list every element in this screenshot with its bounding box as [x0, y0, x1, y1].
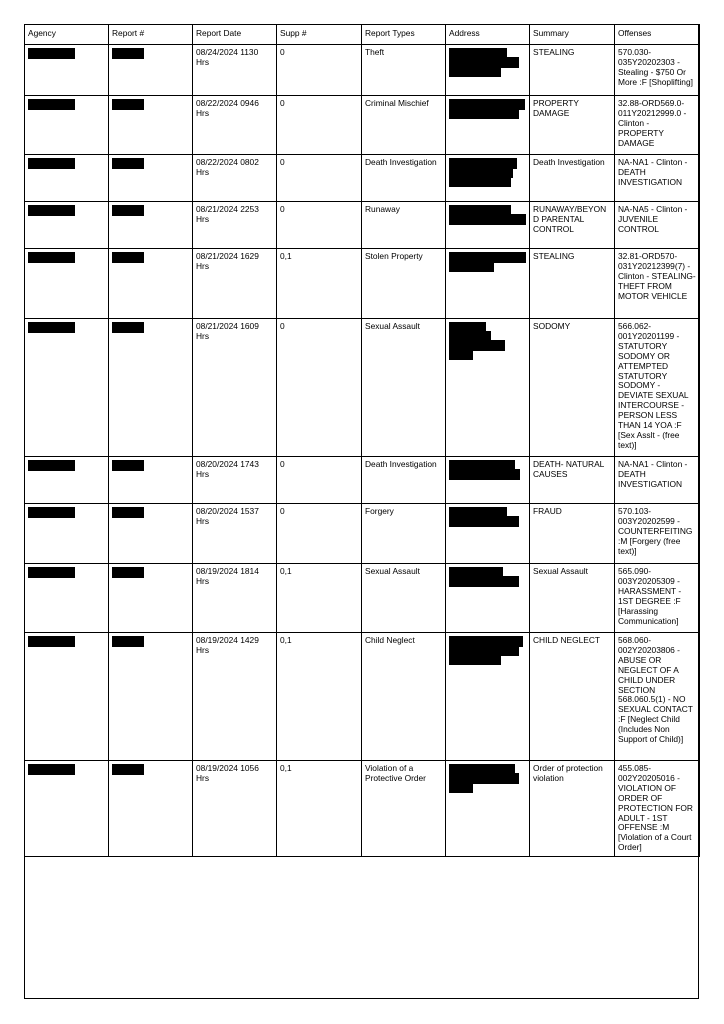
agency-cell: [25, 761, 109, 857]
summary-cell: SODOMY: [530, 319, 615, 457]
address-cell: [446, 761, 530, 857]
summary-cell: Order of protection violation: [530, 761, 615, 857]
table-row: [25, 202, 700, 249]
address-cell: [446, 633, 530, 761]
report-number-cell: [109, 155, 193, 202]
report-date-cell: 08/22/2024 0802 Hrs: [193, 155, 277, 202]
redaction-bar: [28, 460, 75, 471]
header-row: [25, 25, 700, 45]
offenses-cell: 570.030-035Y20202303 - Stealing - $750 Or More :F [Shoplifting]: [615, 45, 700, 96]
report-date-cell: 08/21/2024 1629 Hrs: [193, 249, 277, 319]
table-row: [25, 564, 700, 633]
report-type-cell: Forgery: [362, 504, 446, 564]
offenses-cell: 568.060-002Y20203806 - ABUSE OR NEGLECT OF A CHILD UNDER SECTION 568.060.5(1) - NO SEXUAL CONTACT :F [Neglect Child (Includes Non Support of Child)]: [615, 633, 700, 761]
redaction-bar: [28, 99, 75, 110]
supp-number-cell: 0: [277, 504, 362, 564]
report-number-cell: [109, 319, 193, 457]
report-number-cell: [109, 202, 193, 249]
report-date-cell: 08/20/2024 1537 Hrs: [193, 504, 277, 564]
summary-cell: PROPERTY DAMAGE: [530, 96, 615, 155]
address-cell: [446, 202, 530, 249]
agency-cell: [25, 202, 109, 249]
report-date-cell: 08/22/2024 0946 Hrs: [193, 96, 277, 155]
header-offenses: Offenses: [615, 25, 700, 45]
summary-cell: Sexual Assault: [530, 564, 615, 633]
supp-number-cell: 0,1: [277, 761, 362, 857]
supp-number-cell: 0,1: [277, 633, 362, 761]
header-report-date: Report Date: [193, 25, 277, 45]
summary-cell: FRAUD: [530, 504, 615, 564]
report-number-cell: [109, 96, 193, 155]
address-cell: [446, 319, 530, 457]
report-date-cell: 08/19/2024 1056 Hrs: [193, 761, 277, 857]
table-row: [25, 249, 700, 319]
redaction-bar: [112, 158, 144, 169]
redaction-bar: [449, 654, 501, 665]
redaction-bar: [28, 205, 75, 216]
agency-cell: [25, 96, 109, 155]
summary-cell: CHILD NEGLECT: [530, 633, 615, 761]
report-number-cell: [109, 45, 193, 96]
supp-number-cell: 0,1: [277, 249, 362, 319]
agency-cell: [25, 45, 109, 96]
offenses-cell: NA-NA1 - Clinton - DEATH INVESTIGATION: [615, 457, 700, 504]
supp-number-cell: 0: [277, 202, 362, 249]
header-agency: Agency: [25, 25, 109, 45]
table-row: [25, 96, 700, 155]
report-type-cell: Sexual Assault: [362, 319, 446, 457]
agency-cell: [25, 504, 109, 564]
supp-number-cell: 0,1: [277, 564, 362, 633]
redaction-bar: [28, 567, 75, 578]
table-row: [25, 504, 700, 564]
report-type-cell: Death Investigation: [362, 457, 446, 504]
report-type-cell: Sexual Assault: [362, 564, 446, 633]
redaction-bar: [449, 261, 494, 272]
offenses-cell: 566.062-001Y20201199 - STATUTORY SODOMY OR ATTEMPTED STATUTORY SODOMY - DEVIATE SEXUAL INTERCOURSE - PERSON LESS THAN 14 YOA :F [Sex Asslt - (free text)]: [615, 319, 700, 457]
report-date-cell: 08/21/2024 1609 Hrs: [193, 319, 277, 457]
address-cell: [446, 504, 530, 564]
redaction-bar: [449, 782, 473, 793]
redaction-bar: [28, 764, 75, 775]
redaction-bar: [449, 176, 511, 187]
report-type-cell: Stolen Property: [362, 249, 446, 319]
redaction-bar: [28, 158, 75, 169]
header-report-number: Report #: [109, 25, 193, 45]
report-type-cell: Child Neglect: [362, 633, 446, 761]
supp-number-cell: 0: [277, 319, 362, 457]
redaction-bar: [28, 322, 75, 333]
redaction-bar: [28, 636, 75, 647]
summary-cell: STEALING: [530, 45, 615, 96]
table-row: [25, 761, 700, 857]
redaction-bar: [28, 507, 75, 518]
header-supp-number: Supp #: [277, 25, 362, 45]
table-row: [25, 633, 700, 761]
redaction-bar: [449, 516, 519, 527]
report-type-cell: Runaway: [362, 202, 446, 249]
report-date-cell: 08/20/2024 1743 Hrs: [193, 457, 277, 504]
redaction-bar: [449, 66, 501, 77]
redaction-bar: [28, 252, 75, 263]
report-date-cell: 08/19/2024 1429 Hrs: [193, 633, 277, 761]
address-cell: [446, 45, 530, 96]
summary-cell: STEALING: [530, 249, 615, 319]
supp-number-cell: 0: [277, 45, 362, 96]
summary-cell: RUNAWAY/BEYOND PARENTAL CONTROL: [530, 202, 615, 249]
offenses-cell: 32.81-ORD570-031Y20212399(7) - Clinton - STEALING-THEFT FROM MOTOR VEHICLE: [615, 249, 700, 319]
table-row: [25, 319, 700, 457]
report-date-cell: 08/24/2024 1130 Hrs: [193, 45, 277, 96]
incident-report-table: [24, 24, 700, 857]
agency-cell: [25, 319, 109, 457]
redaction-bar: [112, 460, 144, 471]
redaction-bar: [449, 576, 519, 587]
agency-cell: [25, 249, 109, 319]
offenses-cell: 565.090-003Y20205309 - HARASSMENT - 1ST DEGREE :F [Harassing Communication]: [615, 564, 700, 633]
offenses-cell: NA-NA5 - Clinton - JUVENILE CONTROL: [615, 202, 700, 249]
redaction-bar: [112, 567, 144, 578]
report-number-cell: [109, 761, 193, 857]
redaction-bar: [112, 636, 144, 647]
address-cell: [446, 564, 530, 633]
redaction-bar: [112, 205, 144, 216]
agency-cell: [25, 633, 109, 761]
supp-number-cell: 0: [277, 457, 362, 504]
redaction-bar: [112, 764, 144, 775]
redaction-bar: [112, 252, 144, 263]
agency-cell: [25, 457, 109, 504]
address-cell: [446, 457, 530, 504]
table-row: [25, 155, 700, 202]
offenses-cell: 570.103-003Y20202599 - COUNTERFEITING :M [Forgery (free text)]: [615, 504, 700, 564]
report-type-cell: Violation of a Protective Order: [362, 761, 446, 857]
redaction-bar: [449, 349, 473, 360]
summary-cell: Death Investigation: [530, 155, 615, 202]
redaction-bar: [28, 48, 75, 59]
header-summary: Summary: [530, 25, 615, 45]
header-report-types: Report Types: [362, 25, 446, 45]
report-type-cell: Theft: [362, 45, 446, 96]
supp-number-cell: 0: [277, 96, 362, 155]
report-number-cell: [109, 633, 193, 761]
redaction-bar: [112, 322, 144, 333]
agency-cell: [25, 564, 109, 633]
agency-cell: [25, 155, 109, 202]
redaction-bar: [112, 48, 144, 59]
redaction-bar: [449, 108, 519, 119]
redaction-bar: [112, 507, 144, 518]
report-type-cell: Criminal Mischief: [362, 96, 446, 155]
redaction-bar: [449, 469, 520, 480]
report-type-cell: Death Investigation: [362, 155, 446, 202]
report-number-cell: [109, 504, 193, 564]
supp-number-cell: 0: [277, 155, 362, 202]
offenses-cell: 32.88-ORD569.0-011Y20212999.0 - Clinton - PROPERTY DAMAGE: [615, 96, 700, 155]
report-number-cell: [109, 249, 193, 319]
summary-cell: DEATH- NATURAL CAUSES: [530, 457, 615, 504]
header-address: Address: [446, 25, 530, 45]
redaction-bar: [112, 99, 144, 110]
report-number-cell: [109, 564, 193, 633]
address-cell: [446, 249, 530, 319]
report-date-cell: 08/21/2024 2253 Hrs: [193, 202, 277, 249]
offenses-cell: NA-NA1 - Clinton - DEATH INVESTIGATION: [615, 155, 700, 202]
report-date-cell: 08/19/2024 1814 Hrs: [193, 564, 277, 633]
address-cell: [446, 96, 530, 155]
address-cell: [446, 155, 530, 202]
offenses-cell: 455.085-002Y20205016 - VIOLATION OF ORDER OF PROTECTION FOR ADULT - 1ST OFFENSE :M [Violation of a Court Order]: [615, 761, 700, 857]
report-number-cell: [109, 457, 193, 504]
redaction-bar: [449, 214, 526, 225]
table-row: [25, 45, 700, 96]
table-row: [25, 457, 700, 504]
